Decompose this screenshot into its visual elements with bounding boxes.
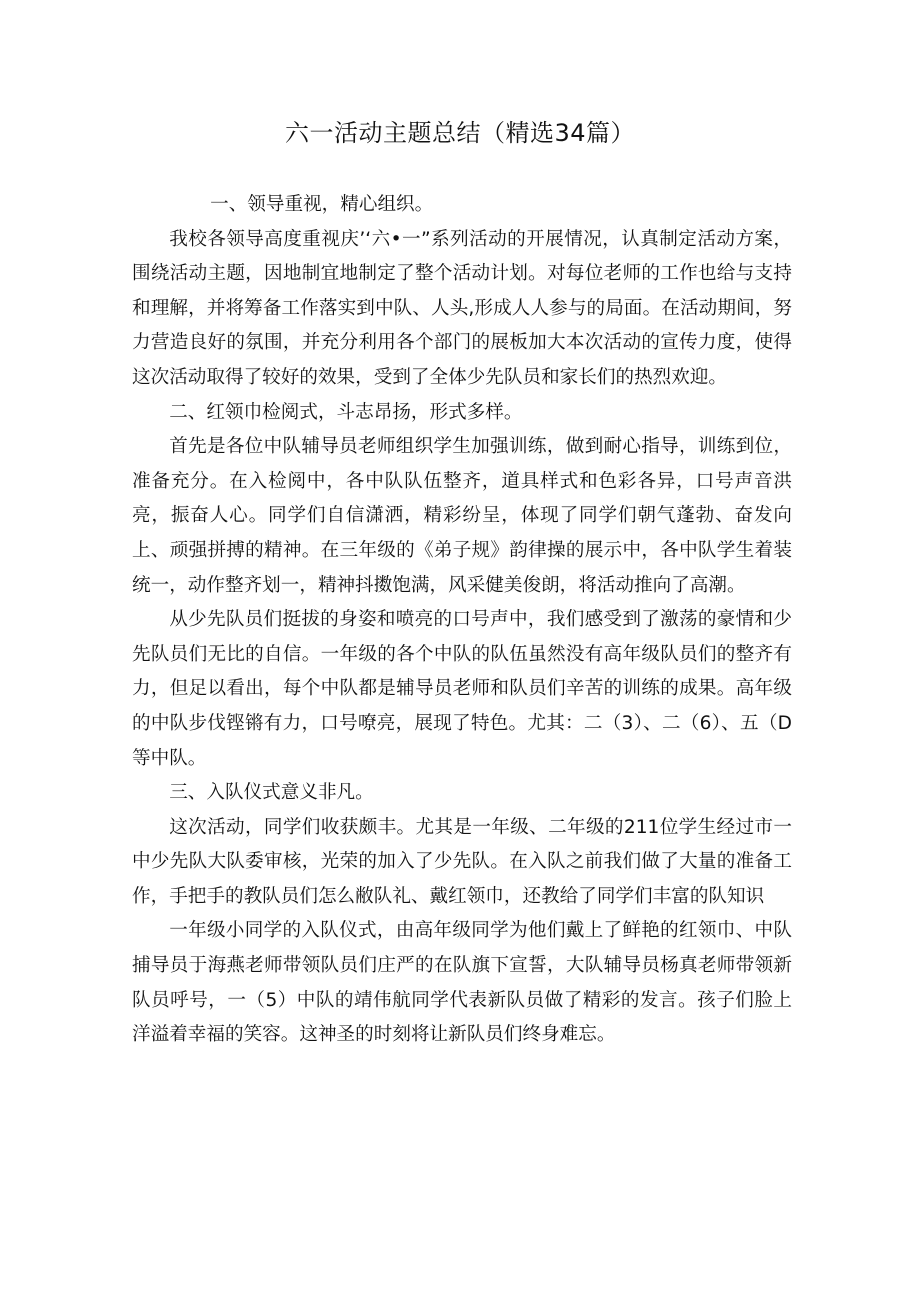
- document-body: [132, 188, 792, 1053]
- document-title: 六一活动主题总结（精选34篇）: [284, 119, 636, 147]
- section-heading-1: 一、领导重视，精心组织。: [210, 194, 434, 215]
- paragraph: 从少先队员们挺拔的身姿和喷亮的口号声中，我们感受到了激荡的豪情和少先队员们无比的自信。一年级的各个中队的队伍虽然没有高年级队员们的整齐有力，但足以看出，每个中队都是辅导员老师和队员们辛苦的训练的成果。高年级的中队步伐铿锵有力，口号嘹亮，展现了特色。尤其：二（3）、二（6）、五（D等中队。: [132, 609, 792, 769]
- paragraph: 这次活动，同学们收获颇丰。尤其是一年级、二年级的211位学生经过市一中少先队大队委审核，光荣的加入了少先队。在入队之前我们做了大量的准备工作，手把手的教队员们怎么敝队礼、戴红领巾，还教给了同学们丰富的队知识: [132, 816, 792, 907]
- paragraph: 我校各领导高度重视庆’‘六•一”系列活动的开展情况，认真制定活动方案，围绕活动主题，因地制宜地制定了整个活动计划。对每位老师的工作也给与支持和理解，并将筹备工作落实到中队、人头,形成人人参与的局面。在活动期间，努力营造良好的氛围，并充分利用各个部门的展板加大本次活动的宣传力度，使得这次活动取得了较好的效果，受到了全体少先队员和家长们的热烈欢迎。: [132, 228, 792, 388]
- paragraph: 一年级小同学的入队仪式，由高年级同学为他们戴上了鲜艳的红领巾、中队捕导员于海燕老师带领队员们庄严的在队旗下宣誓，大队辅导员杨真老师带领新队员呼号，一（5）中队的靖伟航同学代表新队员做了精彩的发言。孩子们脸上洋溢着幸福的笑容。这神圣的时刻将让新队员们终身难忘。: [132, 920, 792, 1046]
- paragraph: 首先是各位中队辅导员老师组织学生加强训练，做到耐心指导，训练到位，准备充分。在入检阅中，各中队队伍整齐，道具样式和色彩各异，口号声音洪亮，振奋人心。同学们自信潇洒，精彩纷呈，体现了同学们朝气蓬勃、奋发向上、顽强拼搏的精神。在三年级的《弟子规》韵律操的展示中，各中队学生着装统一，动作整齐划一，精神抖擞饱满，风采健美俊朗，将活动推向了高潮。: [132, 436, 792, 596]
- section-heading-2: 二、红领巾检阅式，斗志昂扬，形式多样。: [169, 401, 523, 423]
- section-heading-3: 三、入队仪式意义非凡。: [169, 782, 374, 804]
